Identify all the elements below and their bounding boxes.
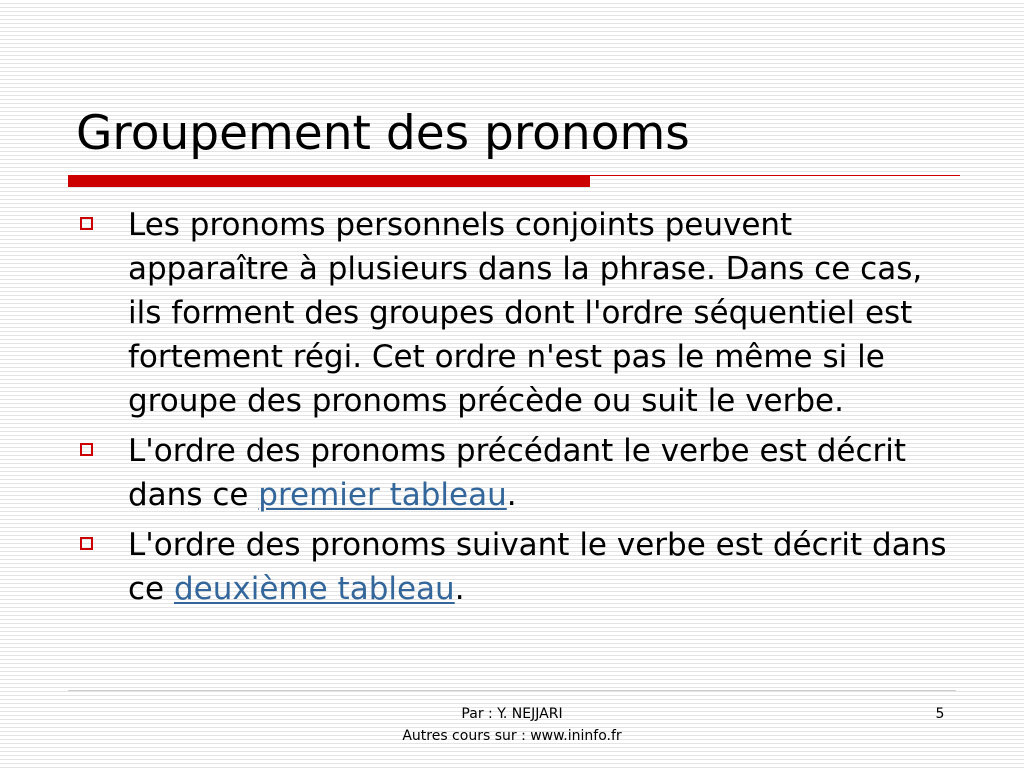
- slide-title: Groupement des pronoms: [76, 106, 690, 161]
- footer-author: Par : Y. NEJJARI: [461, 706, 563, 722]
- bullet-list: [78, 203, 958, 617]
- hollow-square-bullet-icon: [80, 217, 93, 230]
- bullet-text-end: .: [454, 571, 465, 607]
- title-underline-thin: [590, 175, 960, 176]
- bullet-text: Les pronoms personnels conjoints peuvent apparaître à plusieurs dans la phrase. Dans ce cas, ils forment des groupes dont l'ordre séquentiel est fortement régi. Cet ordre n'est pas le même si le groupe des pronoms précède ou suit le verbe.: [128, 207, 923, 419]
- bullet-text-end: .: [506, 477, 517, 513]
- bullet-item-conjoint-pronouns: [78, 203, 958, 423]
- hollow-square-bullet-icon: [80, 443, 93, 456]
- page-number: 5: [935, 706, 945, 722]
- footer-divider: [68, 690, 956, 691]
- bullet-text: L'ordre des pronoms suivant le verbe est décrit dans ce: [128, 527, 947, 607]
- hollow-square-bullet-icon: [80, 537, 93, 550]
- bullet-item-following-order: [78, 523, 958, 611]
- premier-tableau-link[interactable]: premier tableau: [258, 477, 507, 513]
- footer-site: Autres cours sur : www.ininfo.fr: [402, 728, 622, 744]
- deuxieme-tableau-link[interactable]: deuxième tableau: [173, 571, 455, 607]
- bullet-text: L'ordre des pronoms précédant le verbe est décrit dans ce: [128, 433, 907, 513]
- bullet-item-preceding-order: [78, 429, 958, 517]
- title-underline-thick: [68, 175, 590, 187]
